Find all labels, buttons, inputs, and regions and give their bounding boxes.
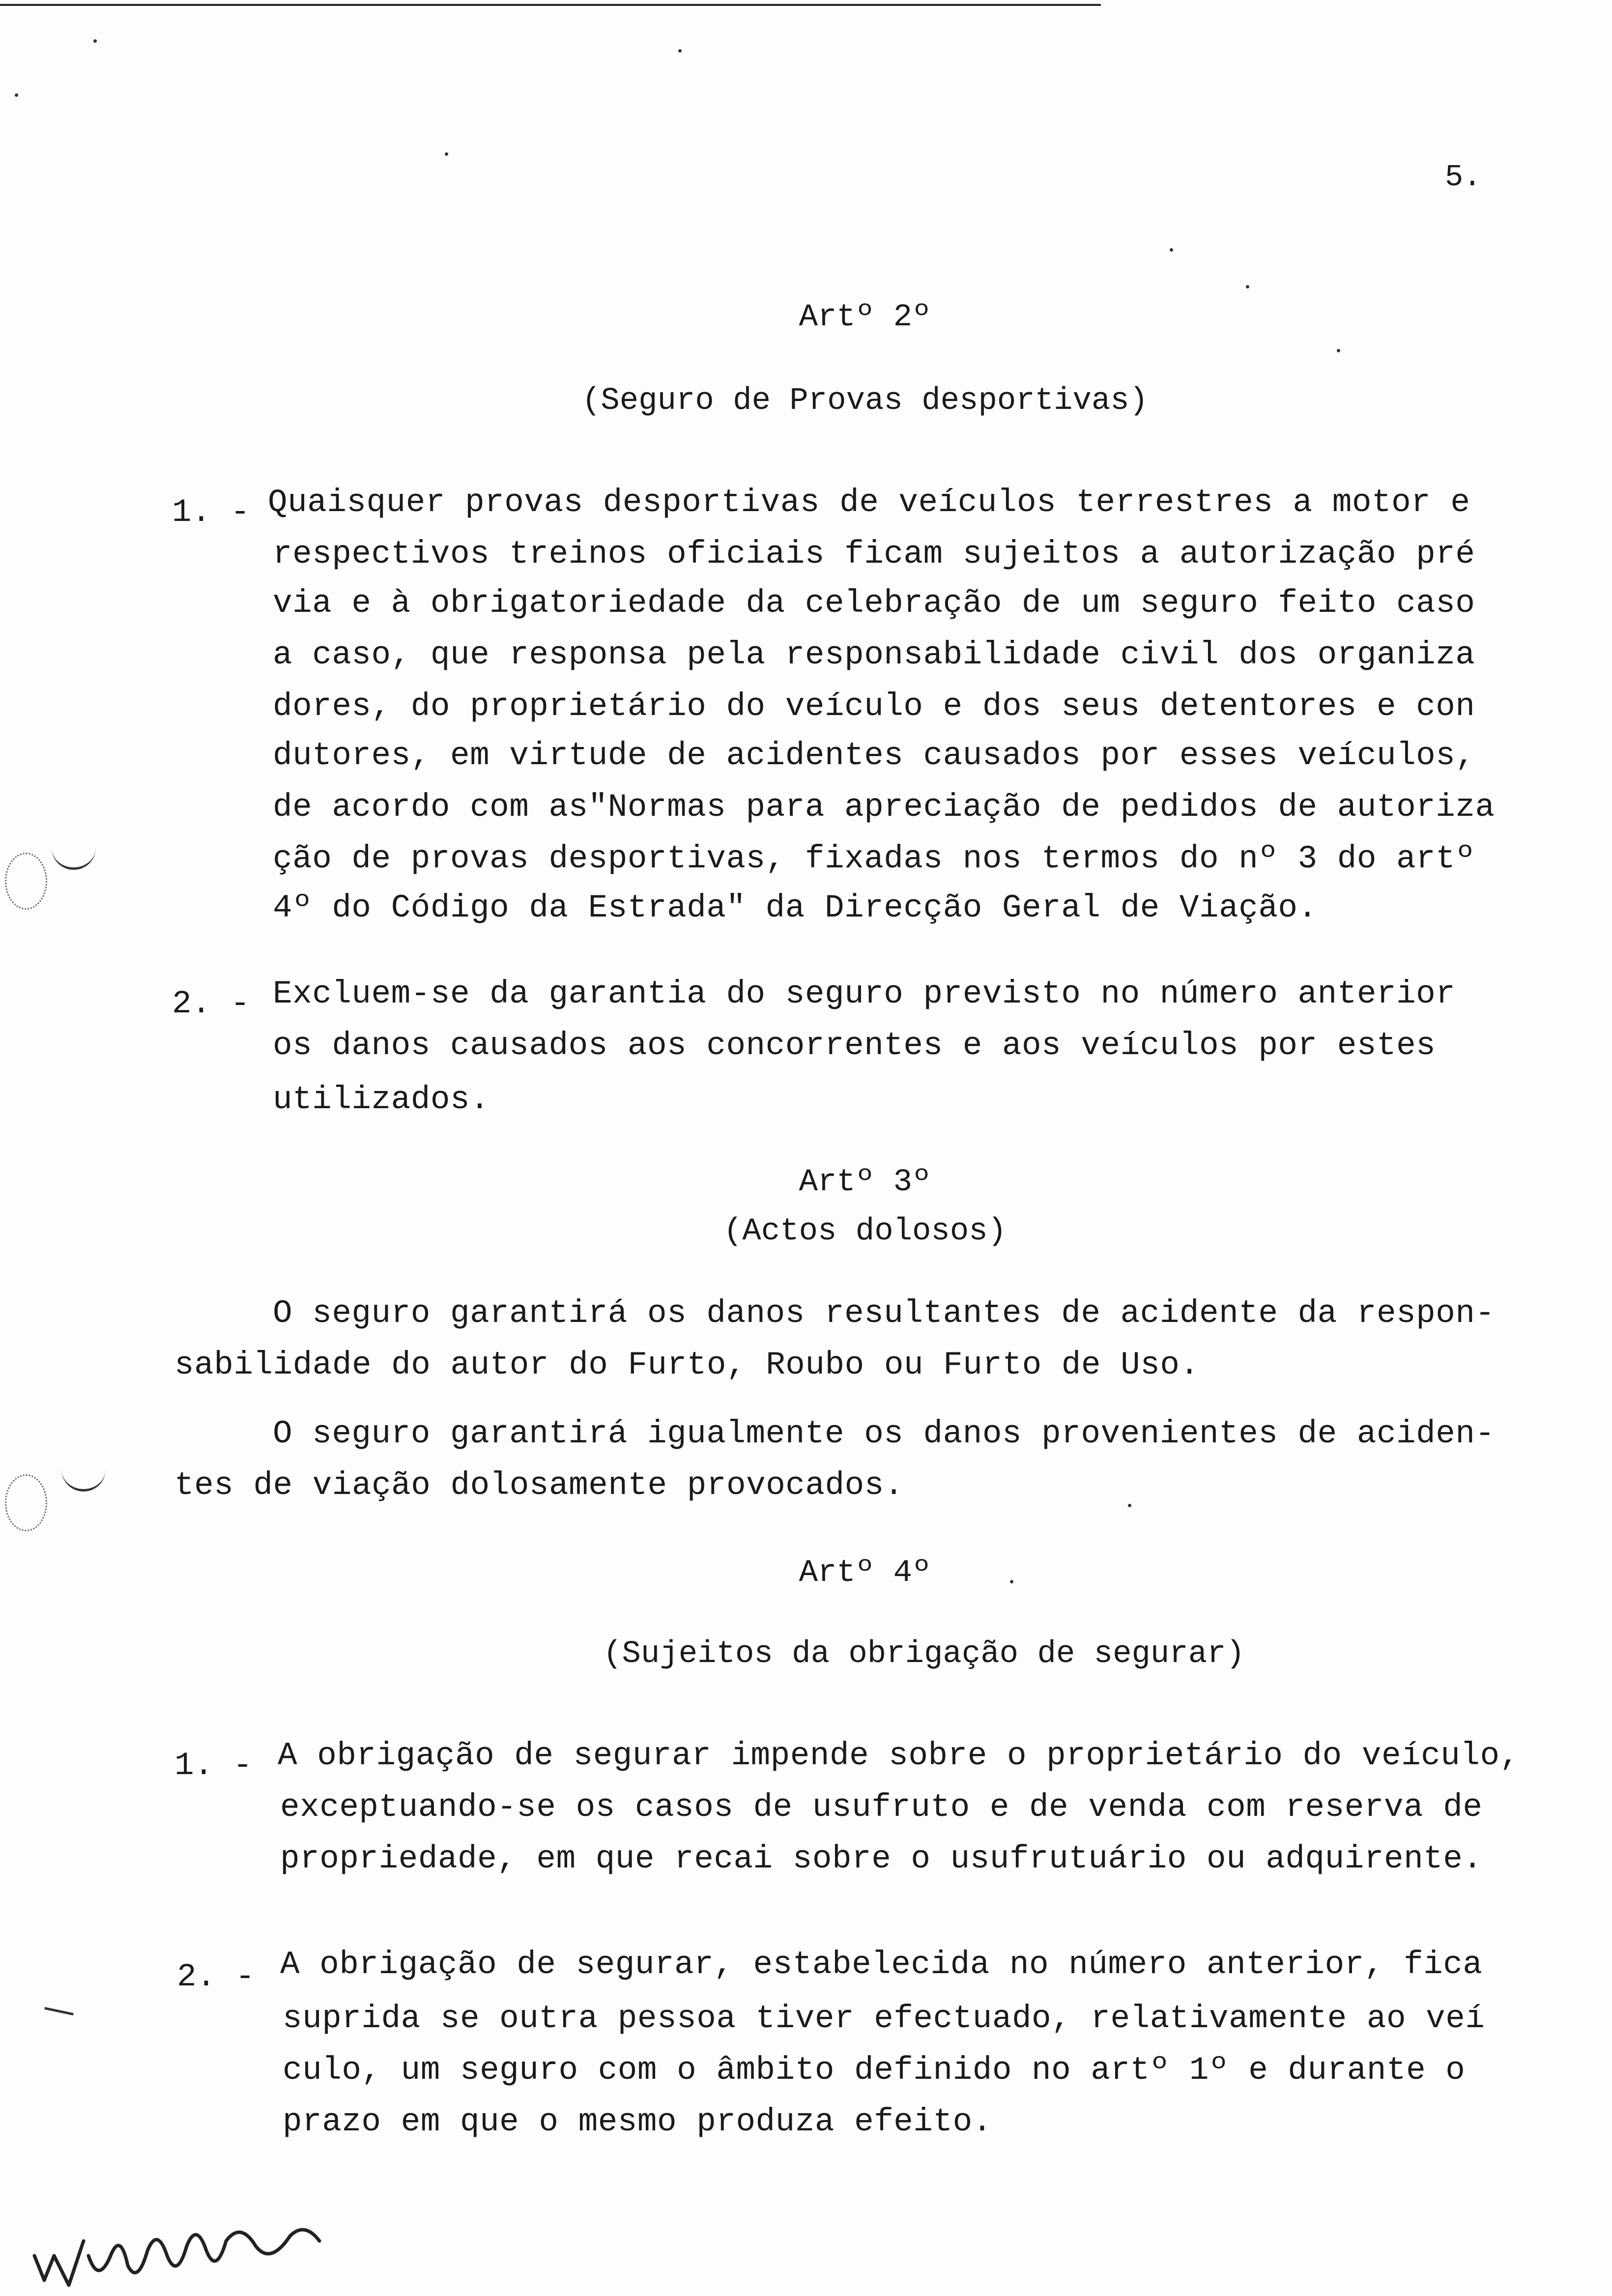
article-2-item-1-line: a caso, que responsa pela responsabilidade civil dos organiza bbox=[273, 636, 1475, 673]
article-2-item-2-line: utilizados. bbox=[273, 1081, 490, 1118]
article-2-item-1-number: 1. - bbox=[172, 494, 250, 531]
article-2-item-1-line: dores, do proprietário do veículo e dos seus detentores e con bbox=[273, 688, 1475, 725]
scan-speck bbox=[1170, 248, 1173, 252]
article-2-item-1-line: dutores, em virtude de acidentes causados por esses veículos, bbox=[273, 737, 1475, 774]
article-2-subtitle: (Seguro de Provas desportivas) bbox=[581, 383, 1149, 419]
scan-speck bbox=[678, 49, 682, 53]
margin-tick-mark bbox=[52, 848, 96, 870]
page-number: 5. bbox=[1445, 160, 1482, 195]
article-2-item-1-line: Quaisquer provas desportivas de veículos terrestres a motor e bbox=[268, 484, 1470, 521]
article-3-paragraph-1-line: O seguro garantirá os danos resultantes de acidente da respon- bbox=[273, 1295, 1495, 1332]
scan-speck bbox=[1128, 1504, 1131, 1507]
punch-hole-mark bbox=[5, 1474, 47, 1531]
article-4-item-2-line: prazo em que o mesmo produza efeito. bbox=[283, 2103, 992, 2140]
article-4-subtitle: (Sujeitos da obrigação de segurar) bbox=[603, 1636, 1245, 1672]
article-2-item-2-line: os danos causados aos concorrentes e aos veículos por estes bbox=[273, 1027, 1436, 1064]
article-3-subtitle: (Actos dolosos) bbox=[723, 1214, 1007, 1249]
scan-speck bbox=[1246, 285, 1249, 288]
article-2-item-1-line: ção de provas desportivas, fixadas nos termos do nº 3 do artº bbox=[273, 840, 1475, 877]
article-2-title: Artº 2º bbox=[799, 300, 931, 335]
article-2-item-1-line: via e à obrigatoriedade da celebração de um seguro feito caso bbox=[273, 585, 1475, 622]
article-4-item-1-line: A obrigação de segurar impende sobre o proprietário do veículo, bbox=[278, 1737, 1520, 1774]
article-2-item-1-line: 4º do Código da Estrada" da Direcção Geral de Viação. bbox=[273, 890, 1318, 926]
article-2-item-1-line: respectivos treinos oficiais ficam sujeitos a autorização pré bbox=[273, 536, 1475, 573]
punch-hole-mark bbox=[5, 853, 47, 910]
article-4-title: Artº 4º bbox=[799, 1555, 931, 1591]
article-3-title: Artº 3º bbox=[799, 1165, 931, 1200]
article-2-item-2-number: 2. - bbox=[172, 985, 250, 1022]
article-4-item-2-number: 2. - bbox=[177, 1958, 255, 1995]
article-4-item-1-line: exceptuando-se os casos de usufruto e de venda com reserva de bbox=[280, 1789, 1483, 1826]
article-4-item-2-line: culo, um seguro com o âmbito definido no artº 1º e durante o bbox=[283, 2052, 1466, 2089]
article-4-item-2-line: A obrigação de segurar, estabelecida no número anterior, fica bbox=[280, 1946, 1483, 1983]
article-4-item-1-line: propriedade, em que recai sobre o usufrutuário ou adquirente. bbox=[280, 1840, 1483, 1877]
scan-speck bbox=[15, 93, 18, 97]
article-3-paragraph-2-line: tes de viação dolosamente provocados. bbox=[174, 1467, 904, 1504]
article-2-item-2-line: Excluem-se da garantia do seguro previsto no número anterior bbox=[273, 976, 1456, 1012]
article-4-item-1-number: 1. - bbox=[174, 1747, 253, 1784]
article-2-item-1-line: de acordo com as"Normas para apreciação de pedidos de autoriza bbox=[273, 789, 1495, 826]
article-3-paragraph-2-line: O seguro garantirá igualmente os danos provenientes de aciden- bbox=[273, 1415, 1495, 1452]
margin-tick-mark bbox=[61, 1469, 106, 1492]
article-3-paragraph-1-line: sabilidade do autor do Furto, Roubo ou Furto de Uso. bbox=[174, 1347, 1200, 1383]
top-border-line bbox=[0, 4, 1101, 6]
scan-speck bbox=[93, 39, 97, 43]
scan-speck bbox=[445, 152, 448, 156]
handwritten-signature bbox=[25, 2182, 339, 2290]
article-4-item-2-line: suprida se outra pessoa tiver efectuado, relativamente ao veí bbox=[283, 2000, 1485, 2037]
scan-speck bbox=[1337, 349, 1340, 352]
margin-arrow-mark bbox=[44, 2007, 74, 2015]
